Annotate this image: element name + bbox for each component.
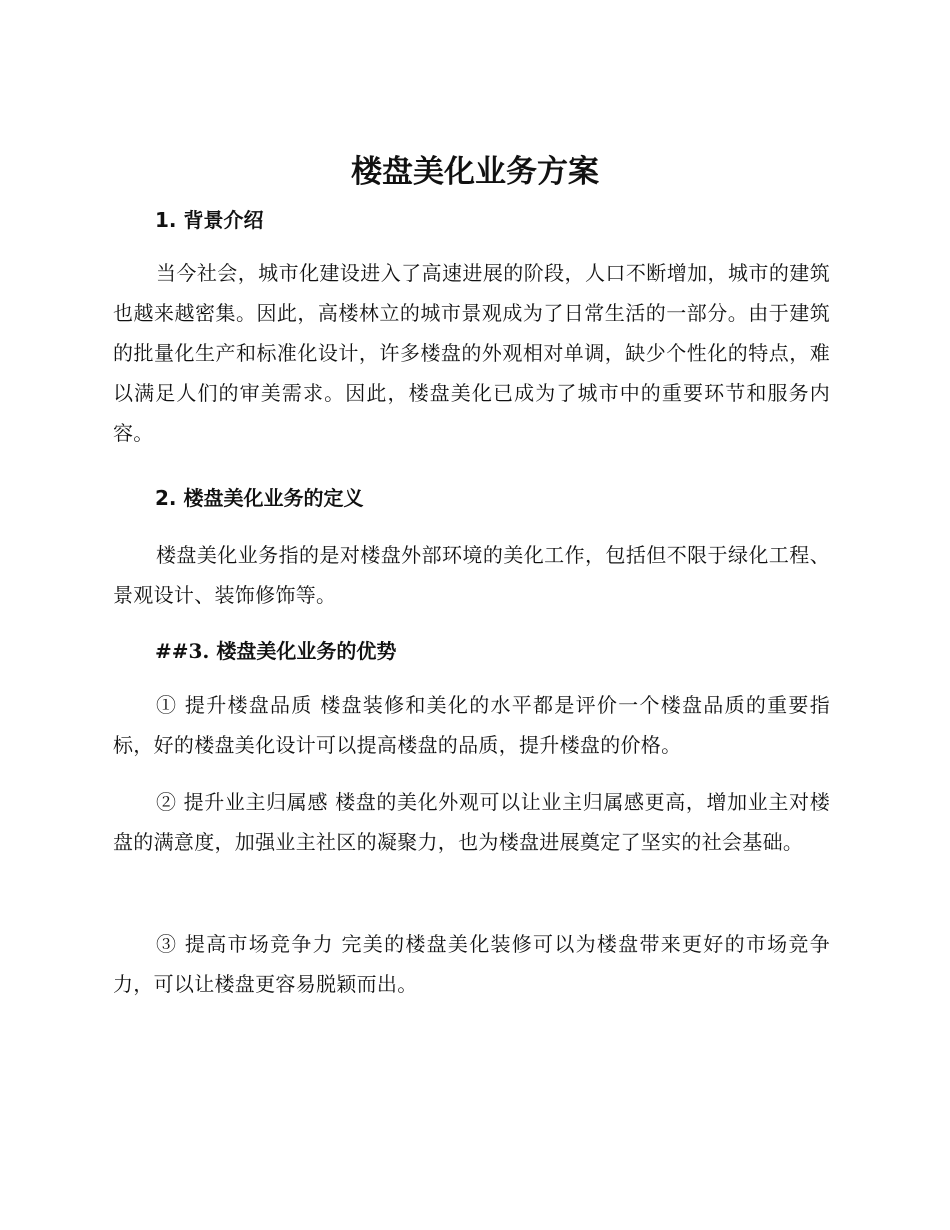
- paragraph-advantage-quality: ① 提升楼盘品质 楼盘装修和美化的水平都是评价一个楼盘品质的重要指标，好的楼盘美化设计可以提高楼盘的品质，提升楼盘的价格。: [113, 693, 830, 757]
- paragraph-background: 当今社会，城市化建设进入了高速进展的阶段，人口不断增加，城市的建筑也越来越密集。因此，高楼林立的城市景观成为了日常生活的一部分。由于建筑的批量化生产和标准化设计，许多楼盘的外观相对单调，缺少个性化的特点，难以满足人们的审美需求。因此，楼盘美化已成为了城市中的重要环节和服务内容。: [113, 261, 830, 445]
- section-heading-definition: 2. 楼盘美化业务的定义: [155, 486, 364, 510]
- section-heading-advantages: ##3. 楼盘美化业务的优势: [155, 639, 397, 663]
- section-heading-background: 1. 背景介绍: [155, 208, 264, 232]
- paragraph-definition: 楼盘美化业务指的是对楼盘外部环境的美化工作，包括但不限于绿化工程、景观设计、装饰修饰等。: [113, 543, 830, 607]
- paragraph-advantage-competition: ③ 提高市场竞争力 完美的楼盘美化装修可以为楼盘带来更好的市场竞争力，可以让楼盘更容易脱颖而出。: [113, 932, 830, 996]
- paragraph-advantage-belonging: ② 提升业主归属感 楼盘的美化外观可以让业主归属感更高，增加业主对楼盘的满意度，加强业主社区的凝聚力，也为楼盘进展奠定了坚实的社会基础。: [113, 790, 830, 854]
- document-title: 楼盘美化业务方案: [351, 154, 599, 190]
